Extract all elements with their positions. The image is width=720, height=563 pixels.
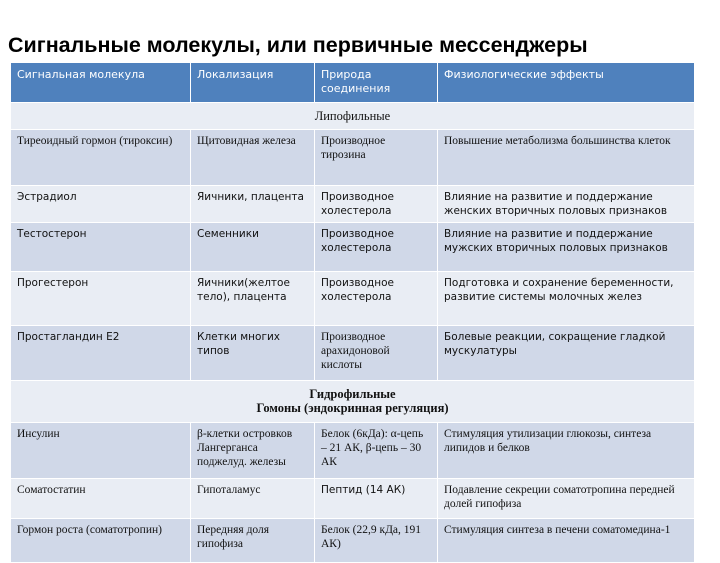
cell: Подготовка и сохранение беременности, развитие системы молочных желез bbox=[438, 272, 695, 326]
table-row bbox=[11, 186, 695, 223]
cell: Яичники(желтое тело), плацента bbox=[191, 272, 315, 326]
cell: Щитовидная железа bbox=[191, 130, 315, 186]
cell: Гормон роста (соматотропин) bbox=[11, 519, 191, 563]
cell: Семенники bbox=[191, 223, 315, 272]
header-cell: Локализация bbox=[191, 63, 315, 103]
table-row bbox=[11, 479, 695, 519]
cell: Гипоталамус bbox=[191, 479, 315, 519]
table-row bbox=[11, 423, 695, 479]
cell: Клетки многих типов bbox=[191, 326, 315, 381]
header-cell: Сигнальная молекула bbox=[11, 63, 191, 103]
cell: Тестостерон bbox=[11, 223, 191, 272]
table-row bbox=[11, 130, 695, 186]
section-subtitle: Гомоны (эндокринная регуляция) bbox=[256, 401, 449, 415]
cell: Пептид (14 АК) bbox=[315, 479, 438, 519]
cell: Производное арахидоновой кислоты bbox=[315, 326, 438, 381]
cell: Подавление секреции соматотропина передней долей гипофиза bbox=[438, 479, 695, 519]
table-row bbox=[11, 272, 695, 326]
signal-molecules-table bbox=[10, 62, 695, 563]
cell: Болевые реакции, сокращение гладкой мускулатуры bbox=[438, 326, 695, 381]
cell: Белок (6кДа): α-цепь – 21 АК, β-цепь – 30 АК bbox=[315, 423, 438, 479]
table-header-row bbox=[11, 63, 695, 103]
cell: Инсулин bbox=[11, 423, 191, 479]
cell: Передняя доля гипофиза bbox=[191, 519, 315, 563]
header-cell: Природа соединения bbox=[315, 63, 438, 103]
cell: Повышение метаболизма большинства клеток bbox=[438, 130, 695, 186]
cell: Производное холестерола bbox=[315, 186, 438, 223]
page-title: Сигнальные молекулы, или первичные мессенджеры bbox=[8, 33, 588, 57]
cell: Белок (22,9 кДа, 191 АК) bbox=[315, 519, 438, 563]
cell: Влияние на развитие и поддержание мужских вторичных половых признаков bbox=[438, 223, 695, 272]
table-row bbox=[11, 223, 695, 272]
cell: Стимуляция синтеза в печени соматомедина-1 bbox=[438, 519, 695, 563]
table-row bbox=[11, 326, 695, 381]
header-cell: Физиологические эффекты bbox=[438, 63, 695, 103]
cell: Влияние на развитие и поддержание женских вторичных половых признаков bbox=[438, 186, 695, 223]
section-row bbox=[11, 381, 695, 423]
cell: Производное тирозина bbox=[315, 130, 438, 186]
table-row bbox=[11, 519, 695, 563]
section-title: Гидрофильные bbox=[309, 387, 396, 401]
cell: Эстрадиол bbox=[11, 186, 191, 223]
section-label-hydrophilic bbox=[11, 381, 695, 423]
section-row bbox=[11, 103, 695, 130]
cell: Производное холестерола bbox=[315, 272, 438, 326]
cell: Простагландин Е2 bbox=[11, 326, 191, 381]
cell: Соматостатин bbox=[11, 479, 191, 519]
cell: Прогестерон bbox=[11, 272, 191, 326]
cell: Тиреоидный гормон (тироксин) bbox=[11, 130, 191, 186]
section-label-lipophilic: Липофильные bbox=[11, 103, 695, 130]
cell: β-клетки островков Лангерганса поджелуд. железы bbox=[191, 423, 315, 479]
cell: Производное холестерола bbox=[315, 223, 438, 272]
cell: Яичники, плацента bbox=[191, 186, 315, 223]
cell: Стимуляция утилизации глюкозы, синтеза липидов и белков bbox=[438, 423, 695, 479]
